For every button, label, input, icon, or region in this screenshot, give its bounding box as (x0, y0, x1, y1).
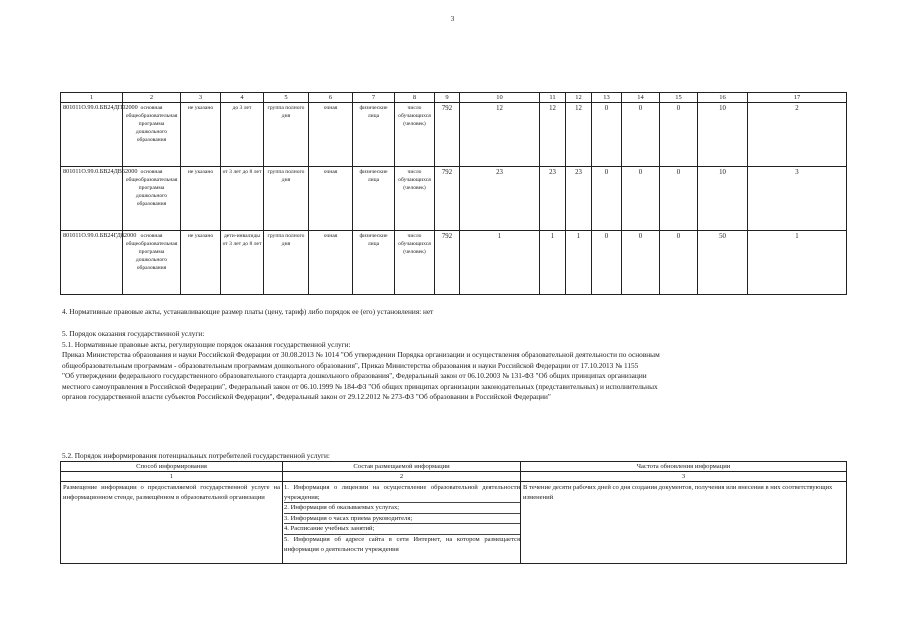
column-number: 2 (283, 472, 521, 482)
indicator-name: число обучающихся (человек) (395, 103, 435, 167)
section-4-fees: 4. Нормативные правовые акты, устанавливающие размер платы (цену, тариф) либо порядок ее (его) установления: нет (62, 307, 434, 316)
study-form: очная (309, 231, 353, 295)
exceeding-deviation: 0 (660, 167, 698, 231)
service-content: основная общеобразовательная программа дошкольного образования (123, 103, 181, 167)
informing-header-row (61, 462, 847, 472)
registry-code: 801011О.99.0.БВ24ГД82000 (61, 231, 123, 295)
actual-value: 12 (540, 103, 566, 167)
informing-number-row (61, 472, 847, 482)
fulfilled-value: 23 (566, 167, 592, 231)
deviation-reason: 50 (698, 231, 748, 295)
consumer-category: физические лица (353, 167, 395, 231)
section-5-1-title: 5.1. Нормативные правовые акты, регулирующие порядок оказания государственной услуги: (62, 339, 351, 349)
column-number: 14 (622, 93, 660, 103)
column-number: 10 (460, 93, 540, 103)
normative-acts-line: местного самоуправления в Российской Федерации", Федеральный закон от 06.10.1999 № 184-ФЗ "Об общих принципах организации законодательных (представительных) и исполнительных (62, 381, 658, 391)
average-fee: 3 (748, 167, 847, 231)
column-number: 6 (309, 93, 353, 103)
normative-acts-line: Приказ Министерства образования и науки Российской Федерации от 30.08.2013 № 1014 "Об утверждении Порядка организации и осуществления образовательной деятельности по основным (62, 350, 660, 359)
deviation-value: 0 (592, 167, 622, 231)
table-row (61, 103, 847, 167)
column-number: 13 (592, 93, 622, 103)
normative-acts-line: органов государственной власти субъектов Российской Федерации", Федеральный закон от 29.12.2012 № 273-ФЗ "Об образовании в Российской Федерации" (62, 392, 551, 401)
service-content: основная общеобразовательная программа дошкольного образования (123, 231, 181, 295)
allowed-deviation: 0 (622, 103, 660, 167)
okei-code: 792 (435, 231, 460, 295)
column-number: 17 (748, 93, 847, 103)
column-number: 5 (264, 93, 309, 103)
study-form: очная (309, 167, 353, 231)
section-5-procedure (62, 329, 852, 403)
allowed-deviation: 0 (622, 167, 660, 231)
exceeding-deviation: 0 (660, 231, 698, 295)
informing-contents (283, 482, 521, 564)
indicator-name: число обучающихся (человек) (395, 167, 435, 231)
column-number: 15 (660, 93, 698, 103)
category-1: не указано (181, 167, 221, 231)
column-number: 12 (566, 93, 592, 103)
average-fee: 1 (748, 231, 847, 295)
table-row (61, 231, 847, 295)
service-volume-table (60, 92, 847, 295)
content-item: 1. Информация о лицензии на осуществление образовательной деятельности учреждения; (284, 483, 520, 503)
section-5-2-title: 5.2. Порядок информирования потенциальных потребителей государственной услуги: (62, 451, 330, 460)
section-5-title: 5. Порядок оказания государственной услуги: (62, 329, 205, 338)
column-number-row (61, 93, 847, 103)
consumer-category: физические лица (353, 103, 395, 167)
informing-method: Размещение информации о предоставляемой государственной услуге на информационном стенде, размещённом в образовательной организации (61, 482, 283, 564)
content-item: 2. Информация об оказываемых услугах; (284, 503, 520, 514)
approved-value: 12 (460, 103, 540, 167)
registry-code: 801011О.99.0.БВ24ДП02000 (61, 103, 123, 167)
study-form: очная (309, 103, 353, 167)
normative-acts-line: "Об утверждении федерального государственного образовательного стандарта дошкольного образования", Федеральный закон от 06.10.2003 № 131-ФЗ "Об общих принципах организации (62, 371, 647, 380)
content-item: 5. Информация об адресе сайта в сети Интернет, на котором размещается информация о деятельности учреждения (284, 535, 520, 553)
registry-code: 801011О.99.0.БВ24ДВ62000 (61, 167, 123, 231)
column-number: 8 (395, 93, 435, 103)
service-content: основная общеобразовательная программа дошкольного образования (123, 167, 181, 231)
deviation-reason: 10 (698, 167, 748, 231)
stay-form: группа полного дня (264, 103, 309, 167)
column-number: 9 (435, 93, 460, 103)
column-number: 11 (540, 93, 566, 103)
informing-table (60, 461, 847, 564)
okei-code: 792 (435, 167, 460, 231)
age-category: до 3 лет (221, 103, 264, 167)
header-method: Способ информирования (61, 462, 283, 472)
header-contents: Состав размещаемой информации (283, 462, 521, 472)
column-number: 7 (353, 93, 395, 103)
page-number: 3 (450, 15, 455, 23)
category-1: не указано (181, 103, 221, 167)
fulfilled-value: 12 (566, 103, 592, 167)
age-category: дети-инвалиды от 3 лет до 8 лет (221, 231, 264, 295)
column-number: 1 (61, 93, 123, 103)
column-number: 3 (521, 472, 847, 482)
actual-value: 1 (540, 231, 566, 295)
informing-body-row (61, 482, 847, 564)
table-row (61, 167, 847, 231)
header-frequency: Частота обновления информации (521, 462, 847, 472)
approved-value: 23 (460, 167, 540, 231)
stay-form: группа полного дня (264, 231, 309, 295)
deviation-value: 0 (592, 231, 622, 295)
column-number: 16 (698, 93, 748, 103)
content-item: 4. Расписание учебных занятий; (284, 524, 520, 535)
stay-form: группа полного дня (264, 167, 309, 231)
informing-frequency: В течение десяти рабочих дней со дня создания документов, получения или внесения в них соответствующих изменений (521, 482, 847, 564)
okei-code: 792 (435, 103, 460, 167)
consumer-category: физические лица (353, 231, 395, 295)
deviation-value: 0 (592, 103, 622, 167)
actual-value: 23 (540, 167, 566, 231)
deviation-reason: 10 (698, 103, 748, 167)
column-number: 4 (221, 93, 264, 103)
age-category: от 3 лет до 8 лет (221, 167, 264, 231)
normative-acts-line: общеобразовательным программам - образовательным программам дошкольного образования", Приказ Министерства образования и науки Российской Федерации от 17.10.2013 № 1155 (62, 360, 639, 370)
column-number: 2 (123, 93, 181, 103)
approved-value: 1 (460, 231, 540, 295)
fulfilled-value: 1 (566, 231, 592, 295)
content-item: 3. Информация о часах приема руководителя; (284, 514, 520, 525)
average-fee: 2 (748, 103, 847, 167)
category-1: не указано (181, 231, 221, 295)
exceeding-deviation: 0 (660, 103, 698, 167)
indicator-name: число обучающихся (человек) (395, 231, 435, 295)
column-number: 1 (61, 472, 283, 482)
allowed-deviation: 0 (622, 231, 660, 295)
column-number: 3 (181, 93, 221, 103)
